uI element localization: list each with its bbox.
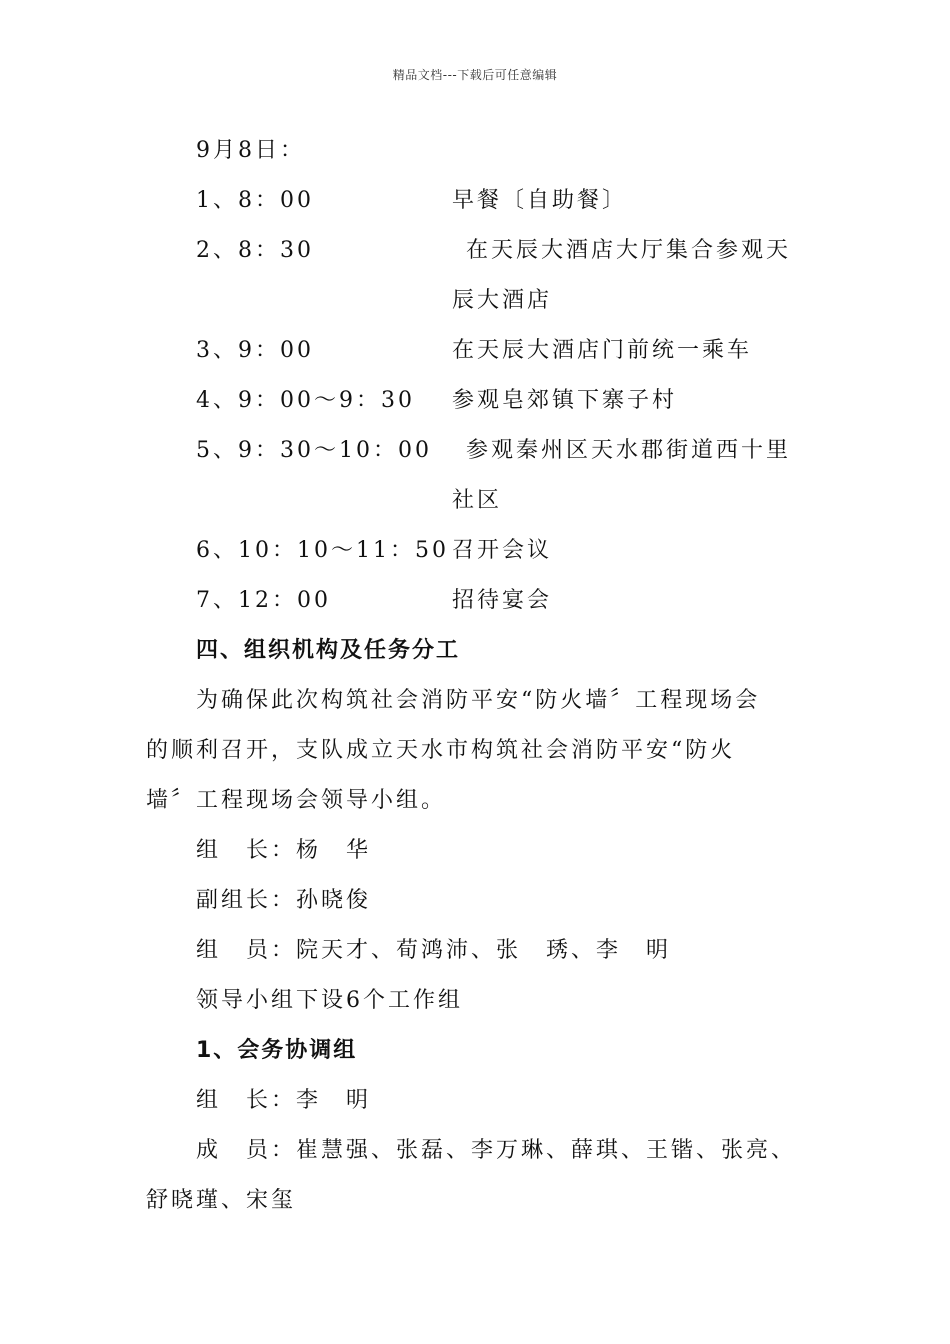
subgroups-note: 领导小组下设6个工作组 [196,988,463,1013]
coordination-members-line-2: 舒晓瑾、宋玺 [146,1188,297,1213]
schedule-time-5: 5、9：30～10：00 [196,438,432,463]
schedule-time-4: 4、9：00～9：30 [196,388,415,413]
intro-paragraph-line-3: 墙〞工程现场会领导小组。 [146,788,447,813]
schedule-event-5-cont: 社区 [452,488,503,513]
schedule-time-7: 7、12：00 [196,588,331,613]
deputy-leader: 副组长：孙晓俊 [196,888,372,913]
group-leader: 组 长：杨 华 [196,838,372,863]
schedule-event-5: 参观秦州区天水郡街道西十里 [466,438,792,463]
intro-paragraph-line-2: 的顺利召开，支队成立天水市构筑社会消防平安“防火 [146,738,736,763]
schedule-time-3: 3、9：00 [196,338,314,363]
schedule-time-6: 6、10：10～11：50 [196,538,449,563]
schedule-event-1: 早餐〔自助餐〕 [452,188,628,213]
section-heading-organization: 四、组织机构及任务分工 [196,638,461,663]
schedule-event-6: 召开会议 [452,538,553,563]
date-label: 9月8日： [196,138,305,163]
schedule-event-2-cont: 辰大酒店 [452,288,553,313]
subsection-heading-coordination: 1、会务协调组 [196,1038,358,1063]
intro-paragraph-line-1: 为确保此次构筑社会消防平安“防火墙〞工程现场会 [196,688,761,713]
schedule-time-1: 1、8：00 [196,188,314,213]
schedule-event-4: 参观皂郊镇下寨子村 [452,388,678,413]
schedule-time-2: 2、8：30 [196,238,314,263]
group-members: 组 员：院天才、荀鸿沛、张 琇、李 明 [196,938,672,963]
coordination-members-line-1: 成 员：崔慧强、张磊、李万琳、薛琪、王锴、张亮、 [196,1138,797,1163]
schedule-event-7: 招待宴会 [452,588,553,613]
page-header: 精品文档---下载后可任意编辑 [392,68,558,82]
schedule-event-3: 在天辰大酒店门前统一乘车 [452,338,753,363]
schedule-event-2: 在天辰大酒店大厅集合参观天 [466,238,792,263]
coordination-leader: 组 长：李 明 [196,1088,372,1113]
